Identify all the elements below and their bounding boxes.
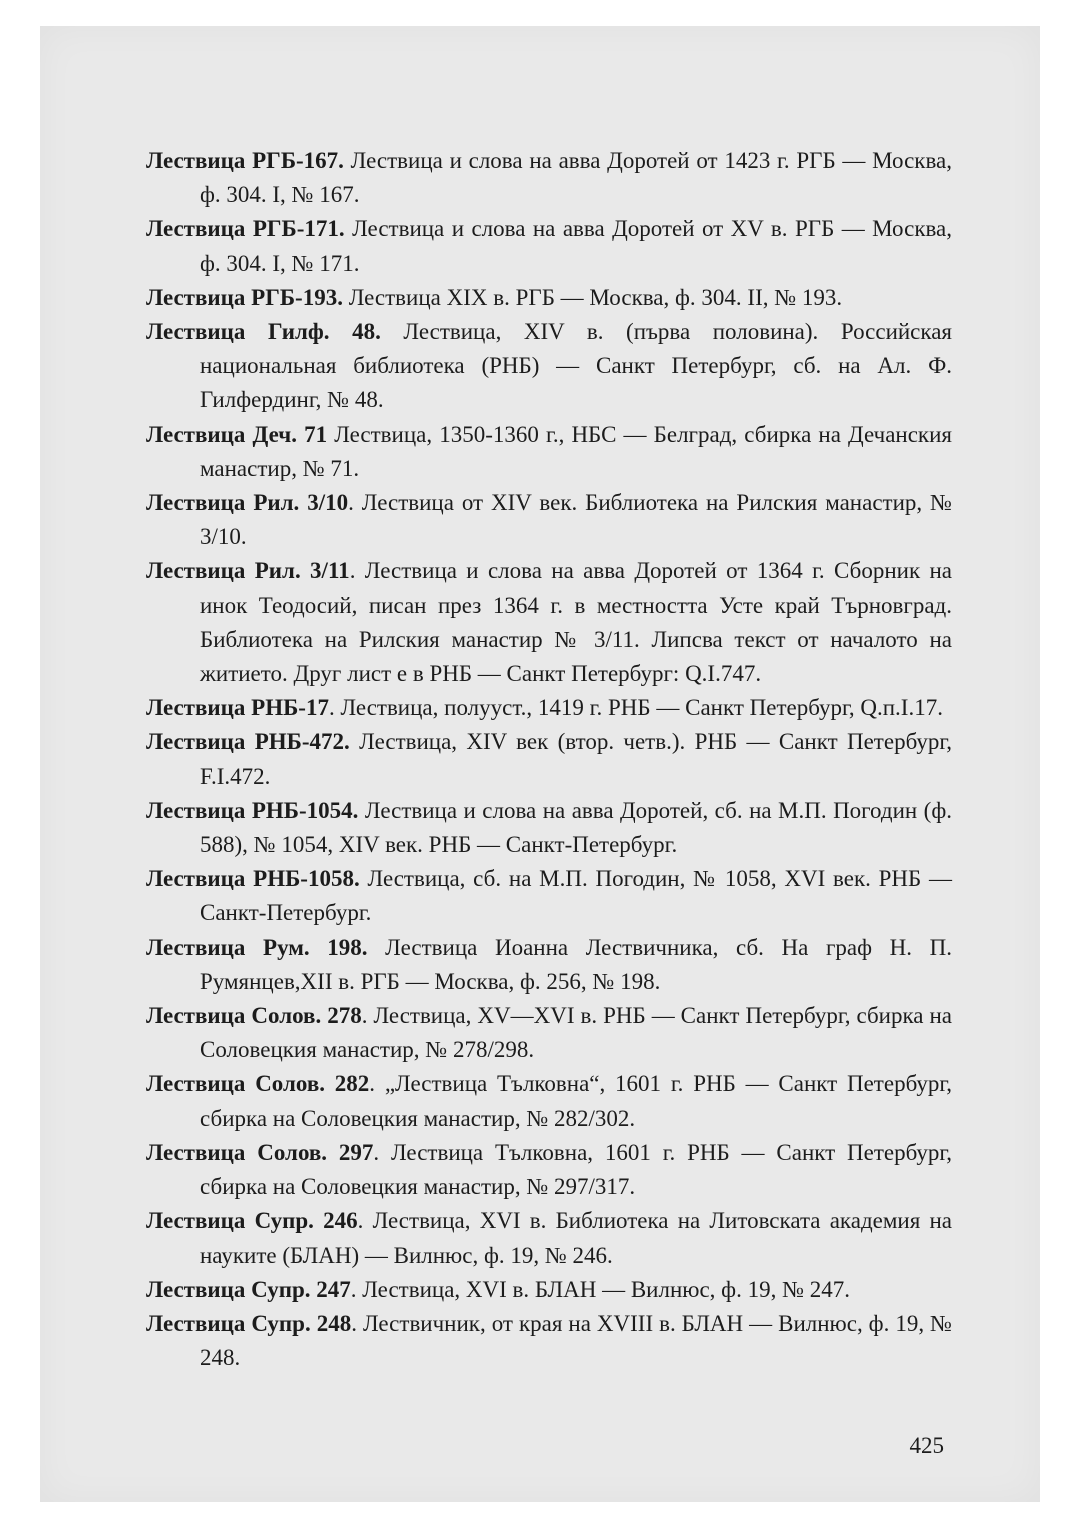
bibliography-entry (146, 144, 952, 212)
entry-text: Лествица и слова на авва Доротей от 1423 г. РГБ — Москва, ф. 304. I, № 167. (200, 148, 952, 208)
entry-text: Лествица, 1350-1360 г., НБС — Белград, сбирка на Дечанския манастир, № 71. (200, 421, 952, 481)
entry-key: Лествица РНБ-17 (146, 695, 329, 721)
entry-text: . Лествица от XIV век. Библиотека на Рилския манастир, № 3/10. (200, 490, 953, 550)
bibliography-entry (146, 1136, 952, 1204)
entry-key: Лествица РГБ-167. (146, 148, 344, 173)
entry-key: Лествица Рил. 3/11 (146, 558, 350, 584)
entry-key: Лествица Супр. 248 (146, 1310, 352, 1336)
bibliography-entry (146, 862, 952, 930)
entry-text: Лествица и слова на авва Доротей, сб. на М.П. Погодин (ф. 588), № 1054, XIV век. РНБ — Санкт-Петербург. (200, 797, 952, 858)
entry-key: Лествица РГБ-171. (146, 216, 345, 242)
entry-key: Лествица Супр. 247 (146, 1276, 351, 1302)
bibliography-entry (146, 999, 952, 1067)
entry-key: Лествица Деч. 71 (146, 421, 328, 447)
entry-key: Лествица РГБ-193. (146, 284, 343, 310)
entry-key: Лествица Солов. 282 (146, 1071, 370, 1097)
entry-key: Лествица Рил. 3/10 (146, 490, 349, 516)
entry-text: . Лествичник, от края на XVIII в. БЛАН — Вилнюс, ф. 19, № 248. (200, 1310, 953, 1371)
bibliography-entry (146, 931, 952, 999)
entry-text: . Лествица, XV—XVI в. РНБ — Санкт Петербург, сбирка на Соловецкия манастир, № 278/298. (200, 1003, 953, 1063)
bibliography-entry (146, 281, 952, 315)
page-number: 425 (909, 1433, 944, 1458)
bibliography-entry (146, 725, 952, 793)
book-page (40, 26, 1040, 1502)
entry-key: Лествица Рум. 198. (146, 934, 368, 960)
entry-text: Лествица, XIV век (втор. четв.). РНБ — Санкт Петербург, F.I.472. (200, 729, 952, 789)
bibliography-entry (146, 1067, 952, 1135)
entry-key: Лествица Солов. 278 (146, 1003, 362, 1029)
bibliography-entry (146, 794, 952, 862)
entry-text: Лествица и слова на авва Доротей от XV в. РГБ — Москва, ф. 304. I, № 171. (200, 216, 953, 276)
bibliography-entry (146, 212, 952, 280)
bibliography-list (146, 144, 952, 1375)
bibliography-entry (146, 1204, 952, 1272)
entry-text: . Лествица, XVI в. Библиотека на Литовската академия на науките (БЛАН) — Вилнюс, ф. 19, № 246. (200, 1208, 953, 1268)
entry-key: Лествица РНБ-1058. (146, 866, 360, 892)
entry-text: Лествица XIX в. РГБ — Москва, ф. 304. II, № 193. (342, 284, 843, 310)
bibliography-entry (146, 486, 952, 554)
entry-text: . „Лествица Тълковна“, 1601 г. РНБ — Санкт Петербург, сбирка на Соловецкия манастир, № 282/302. (200, 1071, 952, 1131)
entry-text: Лествица, сб. на М.П. Погодин, № 1058, XVI век. РНБ — Санкт-Петербург. (200, 866, 952, 926)
entry-key: Лествица Гилф. 48. (146, 319, 381, 345)
entry-text: Лествица Иоанна Лествичника, сб. На граф Н. П. Румянцев,XII в. РГБ — Москва, ф. 256, № 198. (200, 934, 952, 994)
entry-text: . Лествица, XVI в. БЛАН — Вилнюс, ф. 19, № 247. (350, 1276, 851, 1302)
entry-text: . Лествица и слова на авва Доротей от 1364 г. Сборник на инок Теодосий, писан през 1364 г. в местността Усте край Търновград. Библиотека на Рилския манастир № 3/11. Липсва текст от началото на житието. Друг лист е в РНБ — Санкт Петербург: Q.I.747. (200, 558, 953, 687)
entry-key: Лествица РНБ-1054. (146, 797, 359, 823)
bibliography-entry (146, 554, 952, 691)
bibliography-entry (146, 691, 952, 725)
entry-text: . Лествица Тълковна, 1601 г. РНБ — Санкт Петербург, сбирка на Соловецкия манастир, № 297/317. (200, 1139, 952, 1200)
bibliography-entry (146, 1273, 952, 1307)
entry-text: . Лествица, полууст., 1419 г. РНБ — Санкт Петербург, Q.п.I.17. (328, 695, 943, 721)
bibliography-entry (146, 315, 952, 418)
entry-key: Лествица Супр. 246 (146, 1208, 358, 1234)
entry-text: Лествица, XIV в. (първа половина). Российская национальная библиотека (РНБ) — Санкт Петербург, сб. на Ал. Ф. Гилфердинг, № 48. (200, 319, 953, 413)
bibliography-entry (146, 1307, 952, 1375)
bibliography-entry (146, 418, 952, 486)
entry-key: Лествица РНБ-472. (146, 729, 350, 755)
entry-key: Лествица Солов. 297 (146, 1139, 374, 1165)
